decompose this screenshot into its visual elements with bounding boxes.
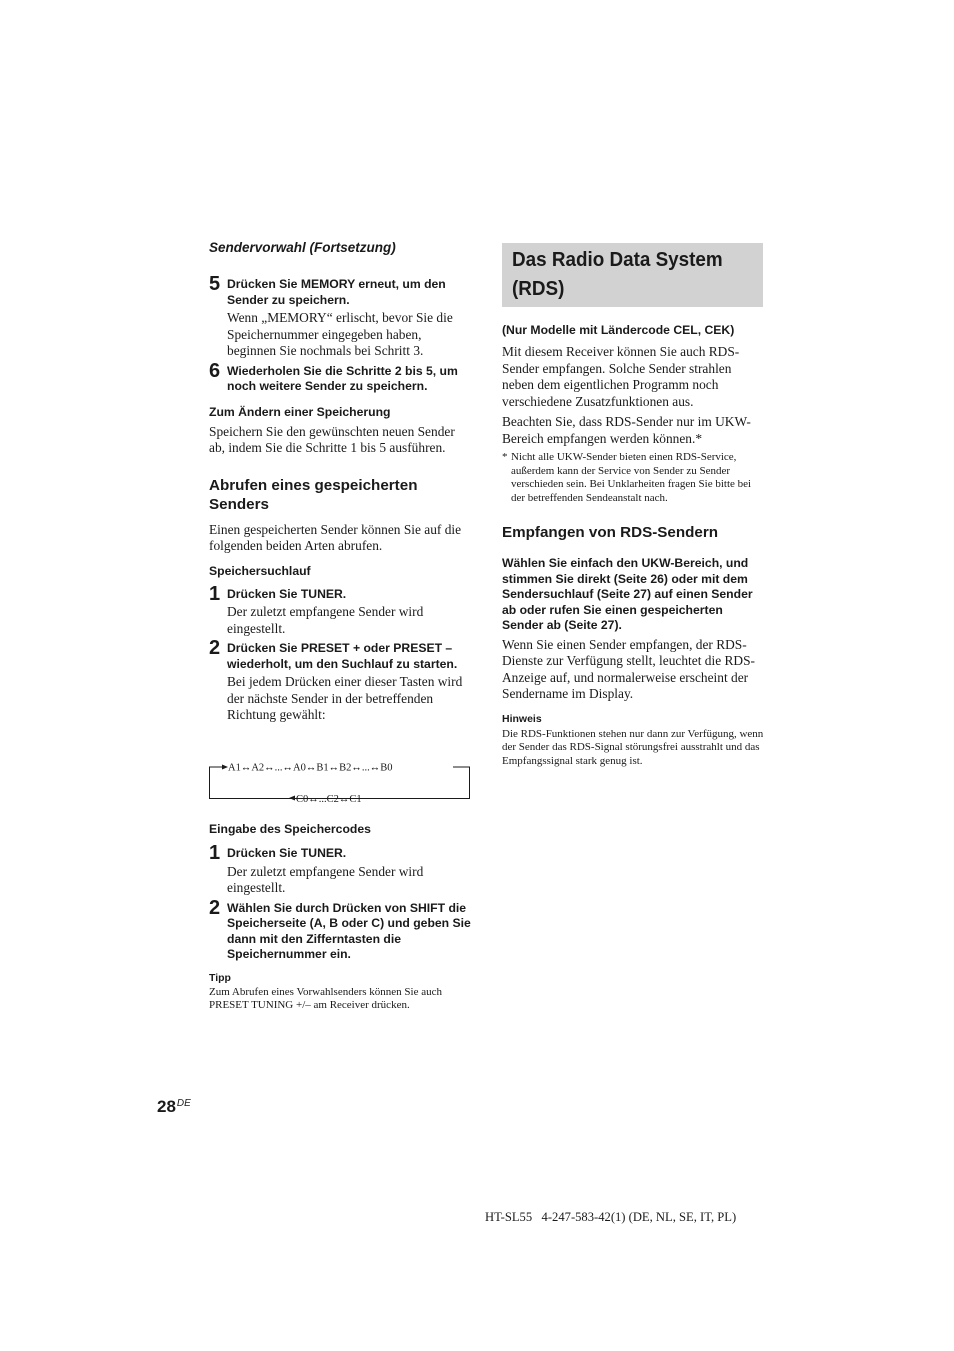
step-body: Wenn „MEMORY“ erlischt, bevor Sie die Speichernummer eingegeben haben, beginnen Sie nochmals bei Schritt 3.	[227, 310, 453, 358]
step-heading: Drücken Sie TUNER.	[227, 586, 347, 601]
step-number: 2	[209, 637, 221, 659]
step-number: 6	[209, 359, 221, 382]
step-number: 1	[209, 582, 221, 605]
scan-step-2	[209, 637, 471, 724]
bottom-arrowhead	[289, 796, 295, 801]
tip-heading: Tipp	[209, 971, 231, 984]
running-head: Sendervorwahl (Fortsetzung)	[209, 240, 396, 255]
step-number: 2	[209, 896, 221, 919]
code-step-1	[209, 842, 471, 897]
receive-heading: Empfangen von RDS-Sendern	[502, 524, 719, 541]
recall-heading: Abrufen eines gespeicherten Senders	[209, 476, 418, 513]
step-heading: Drücken Sie MEMORY erneut, um den Sender zu speichern.	[227, 277, 446, 307]
tip-body: Zum Abrufen eines Vorwahlsenders können Sie auch PRESET TUNING +/– am Receiver drücken.	[209, 985, 442, 1011]
recall-body: Einen gespeicherten Sender können Sie auf die folgenden beiden Arten abrufen.	[209, 521, 462, 553]
models-note: (Nur Modelle mit Ländercode CEL, CEK)	[502, 323, 735, 337]
code-heading: Eingabe des Speichercodes	[209, 822, 371, 836]
preset-cycle-svg	[209, 758, 471, 804]
footnote-mark: *	[502, 451, 508, 463]
step-body: Der zuletzt empfangene Sender wird eingestellt.	[227, 863, 424, 895]
preset-bottom-row: C0↔...C2↔C1	[296, 794, 362, 804]
scan-step-1	[209, 582, 471, 638]
scan-heading: Speichersuchlauf	[209, 563, 311, 578]
section-title-line-2: (RDS)	[512, 277, 565, 300]
preset-cycle-diagram	[209, 758, 471, 804]
preset-top-row: A1↔A2↔...↔A0↔B1↔B2↔...↔B0	[228, 762, 393, 774]
step-heading: Wiederholen Sie die Schritte 2 bis 5, um noch weitere Sender zu speichern.	[227, 363, 458, 393]
page-language-suffix: DE	[176, 1098, 191, 1109]
section-title-box	[502, 243, 763, 307]
step-heading: Wählen Sie durch Drücken von SHIFT die Speicherseite (A, B oder C) und geben Sie dann mit den Zifferntasten die Speichernummer ein.	[227, 900, 471, 961]
right-column	[502, 243, 764, 768]
page-number-value: 28	[157, 1097, 176, 1116]
left-column-lower	[209, 822, 471, 1013]
step-6	[209, 359, 471, 395]
left-column	[209, 240, 471, 724]
step-body: Der zuletzt empfangene Sender wird eingestellt.	[227, 604, 424, 636]
step-heading: Drücken Sie TUNER.	[227, 846, 347, 860]
page-number	[157, 1097, 191, 1117]
step-number: 5	[209, 273, 221, 295]
model-code: HT-SL55 4-247-583-42(1) (DE, NL, SE, IT, PL)	[485, 1210, 737, 1224]
rds-intro: Mit diesem Receiver können Sie auch RDS-Sender empfangen. Solche Sender strahlen neben dem eigentlichen Programm noch verschiedene Zusatzfunktionen aus.	[502, 344, 740, 409]
hint-body: Die RDS-Funktionen stehen nur dann zur Verfügung, wenn der Sender das RDS-Signal störungsfrei ausstrahlt und das Empfangssignal stark genug ist.	[502, 727, 764, 767]
rds-note: Beachten Sie, dass RDS-Sender nur im UKW-Bereich empfangen werden können.*	[502, 414, 751, 446]
change-heading: Zum Ändern einer Speicherung	[209, 404, 391, 419]
hint-heading: Hinweis	[502, 712, 542, 725]
step-heading: Drücken Sie PRESET + oder PRESET – wiederholt, um den Suchlauf zu starten.	[227, 641, 458, 671]
receive-instruction: Wählen Sie einfach den UKW-Bereich, und stimmen Sie direkt (Seite 26) oder mit dem Sendersuchlauf (Seite 27) auf einen Sender ab oder rufen Sie einen gespeicherten Sender ab (Seite 27).	[502, 556, 753, 632]
step-number: 1	[209, 842, 221, 864]
section-title-line-1: Das Radio Data System	[512, 248, 723, 271]
step-body: Bei jedem Drücken einer dieser Tasten wird der nächste Sender in der betreffenden Richtung gewählt:	[227, 674, 463, 722]
change-body: Speichern Sie den gewünschten neuen Sender ab, indem Sie die Schritte 1 bis 5 ausführen.	[209, 423, 455, 455]
code-step-2	[209, 896, 471, 963]
rds-footnote	[502, 451, 764, 505]
step-5	[209, 273, 471, 360]
receive-body: Wenn Sie einen Sender empfangen, der RDS-Dienste zur Verfügung stellt, leuchtet die RDS-Anzeige auf, und normalerweise erscheint der Sendername im Display.	[502, 636, 756, 701]
footnote-text: Nicht alle UKW-Sender bieten einen RDS-Service, außerdem kann der Service von Sender zu Sender verschieden sein. Bei Unklarheiten fragen Sie bitte bei der betreffenden Sendeanstalt nach.	[511, 451, 752, 504]
